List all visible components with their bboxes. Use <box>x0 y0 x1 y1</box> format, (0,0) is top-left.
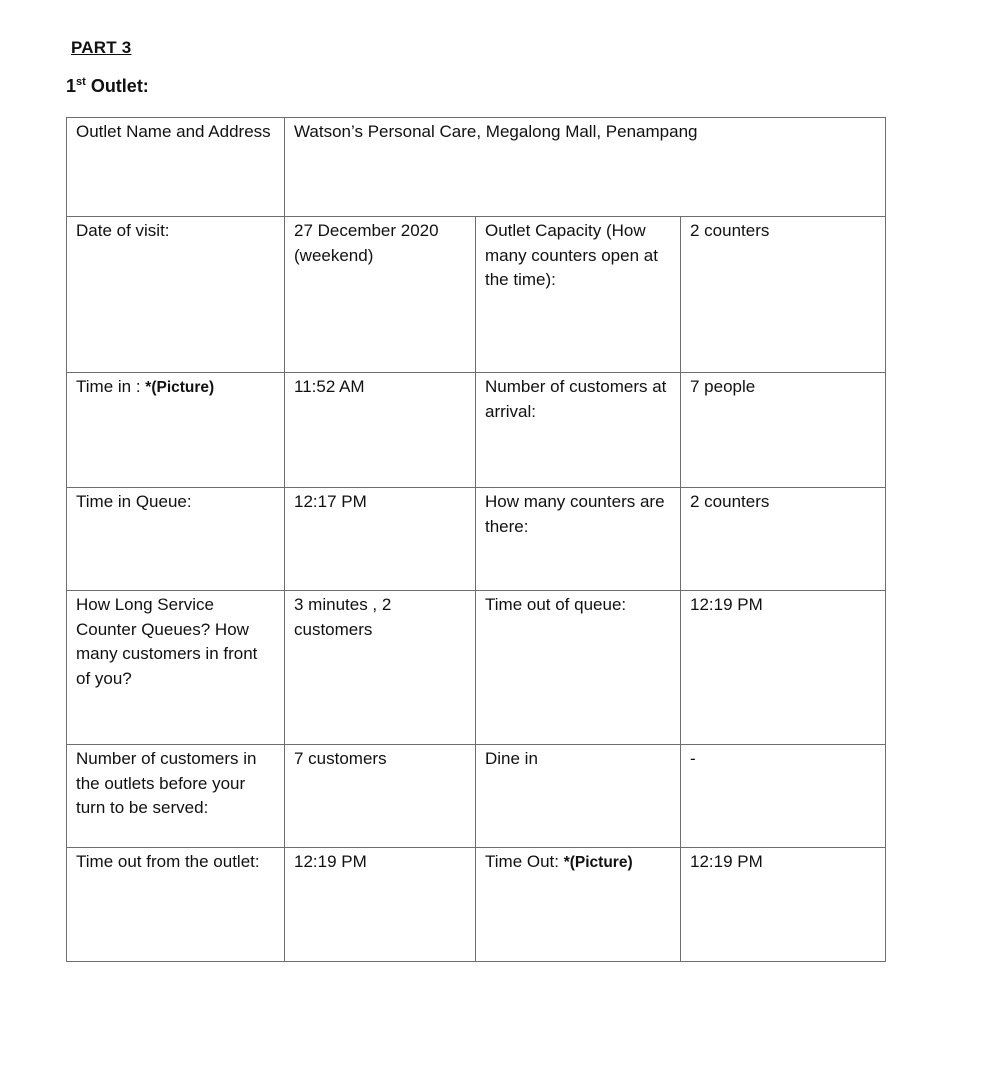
outlet-name-value: Watson’s Personal Care, Megalong Mall, Penampang <box>285 118 886 217</box>
dine-in-label: Dine in <box>476 745 681 848</box>
time-in-picture-note: *(Picture) <box>145 379 215 396</box>
customers-before-turn-label: Number of customers in the outlets before your turn to be served: <box>67 745 285 848</box>
counters-count-label: How many counters are there: <box>476 488 681 591</box>
outlet-capacity-value: 2 counters <box>681 217 886 373</box>
time-in-label-cell <box>67 373 285 488</box>
time-out-label-cell <box>476 848 681 962</box>
time-out-value: 12:19 PM <box>681 848 886 962</box>
customers-at-arrival-label: Number of customers at arrival: <box>476 373 681 488</box>
time-in-value: 11:52 AM <box>285 373 476 488</box>
time-out-outlet-label: Time out from the outlet: <box>67 848 285 962</box>
counters-count-value: 2 counters <box>681 488 886 591</box>
table-row-customers-before-turn <box>67 745 886 848</box>
time-out-label: Time Out: <box>485 852 564 871</box>
part-heading: PART 3 <box>71 38 132 57</box>
dine-in-value: - <box>681 745 886 848</box>
table-row-time-in-queue <box>67 488 886 591</box>
table-row-queue-length <box>67 591 886 745</box>
table-row-outlet-name <box>67 118 886 217</box>
time-out-of-queue-label: Time out of queue: <box>476 591 681 745</box>
outlet-ordinal: 1 <box>66 76 77 96</box>
date-of-visit-label: Date of visit: <box>67 217 285 373</box>
time-in-queue-label: Time in Queue: <box>67 488 285 591</box>
outlet-heading-label: Outlet: <box>90 76 149 96</box>
outlet-ordinal-suffix: st <box>76 76 86 88</box>
table-row-date-of-visit <box>67 217 886 373</box>
outlet-capacity-label: Outlet Capacity (How many counters open at the time): <box>476 217 681 373</box>
queue-length-label: How Long Service Counter Queues? How many customers in front of you? <box>67 591 285 745</box>
customers-at-arrival-value: 7 people <box>681 373 886 488</box>
date-of-visit-value: 27 December 2020 (weekend) <box>285 217 476 373</box>
time-out-outlet-value: 12:19 PM <box>285 848 476 962</box>
time-out-of-queue-value: 12:19 PM <box>681 591 886 745</box>
table-row-time-out <box>67 848 886 962</box>
customers-before-turn-value: 7 customers <box>285 745 476 848</box>
queue-length-value: 3 minutes , 2 customers <box>285 591 476 745</box>
outlet-visit-table <box>66 117 886 962</box>
outlet-heading <box>66 76 149 97</box>
table-row-time-in <box>67 373 886 488</box>
time-in-label: Time in : <box>76 377 146 396</box>
outlet-name-label: Outlet Name and Address <box>67 118 285 217</box>
time-out-picture-note: *(Picture) <box>563 854 633 871</box>
time-in-queue-value: 12:17 PM <box>285 488 476 591</box>
